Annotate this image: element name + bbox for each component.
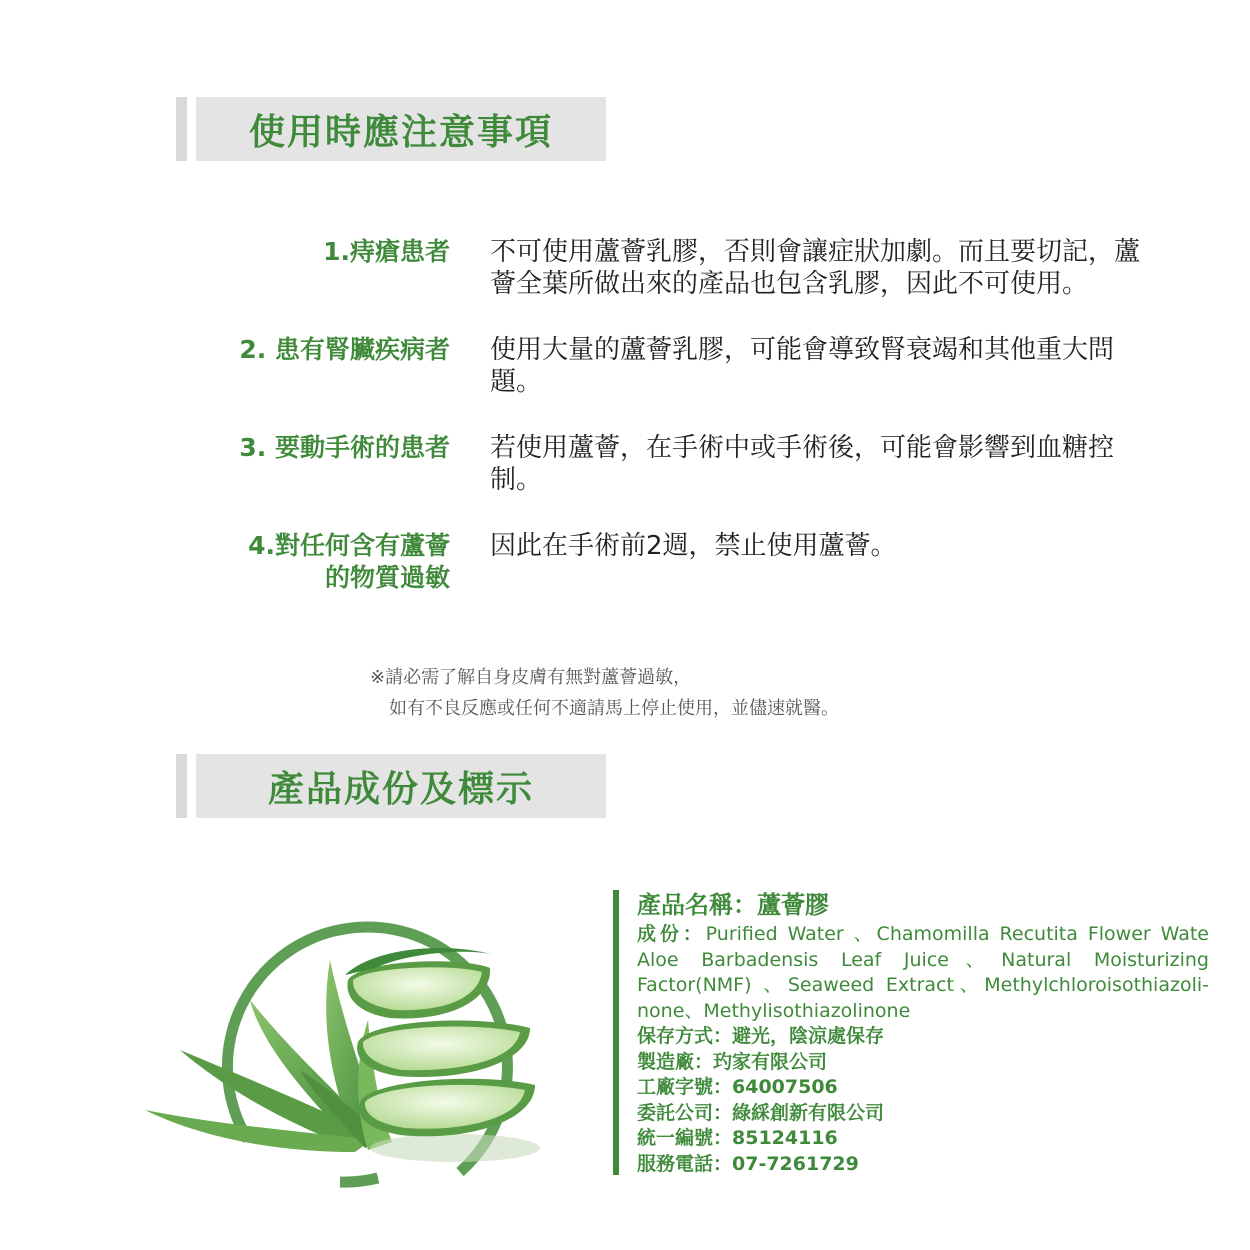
aloe-vera-illustration [140, 880, 560, 1200]
header-box [196, 754, 606, 818]
precaution-label: 3. 要動手術的患者 [239, 433, 450, 462]
precaution-label: 2. 患有腎臟疾病者 [239, 335, 450, 364]
ring [340, 1178, 378, 1182]
storage-info: 保存方式：避光，陰涼處保存 [637, 1025, 885, 1047]
section-title: 產品成份及標示 [267, 768, 534, 810]
allergy-notice [370, 662, 970, 724]
tax-id: 統一編號：85124116 [637, 1127, 838, 1149]
precaution-label: 4.對任何含有蘆薈 的物質過敏 [248, 531, 450, 592]
precaution-text: 使用大量的蘆薈乳膠，可能會導致腎衰竭和其他重大問題。 [490, 335, 1115, 397]
section-title: 使用時應注意事項 [248, 111, 553, 153]
info-accent-bar [613, 890, 619, 1175]
header-accent-bar [176, 754, 187, 818]
product-name-value: 蘆薈膠 [757, 891, 829, 919]
header-accent-bar [176, 97, 187, 161]
ingredients [637, 922, 1209, 1024]
header-box [196, 97, 606, 161]
precaution-label: 1.痔瘡患者 [323, 237, 450, 266]
product-info [637, 888, 1209, 1177]
product-name-label: 產品名稱： [637, 891, 757, 919]
notice-line: 如有不良反應或任何不適請馬上停止使用，並儘速就醫。 [389, 698, 839, 719]
precaution-text: 不可使用蘆薈乳膠，否則會讓症狀加劇。而且要切記，蘆薈全葉所做出來的產品也包含乳膠，因此不可使用。 [490, 237, 1141, 299]
commissioner-info: 委託公司：綠綵創新有限公司 [637, 1101, 885, 1124]
factory-number: 工廠字號：64007506 [637, 1076, 838, 1098]
precaution-text: 若使用蘆薈，在手術中或手術後，可能會影響到血糖控制。 [490, 433, 1115, 495]
notice-line: ※請必需了解自身皮膚有無對蘆薈過敏， [370, 667, 692, 688]
product-name [637, 888, 1209, 922]
precaution-text: 因此在手術前2週，禁止使用蘆薈。 [490, 531, 897, 561]
ingredients-value: Purified Water 、Chamomilla Recutita Flower Wate Aloe Barbadensis Leaf Juice、Natural Moisturizing Factor(NMF) 、Seaweed Extract、Methylchloroisothiazoli-none、Methylisothiazolinone [637, 923, 1209, 1022]
gel-slice-shadow [370, 1134, 540, 1162]
ingredients-label: 成份： [637, 923, 706, 945]
manufacturer-info: 製造廠：玓家有限公司 [637, 1050, 828, 1073]
service-phone: 服務電話：07-7261729 [637, 1152, 859, 1175]
